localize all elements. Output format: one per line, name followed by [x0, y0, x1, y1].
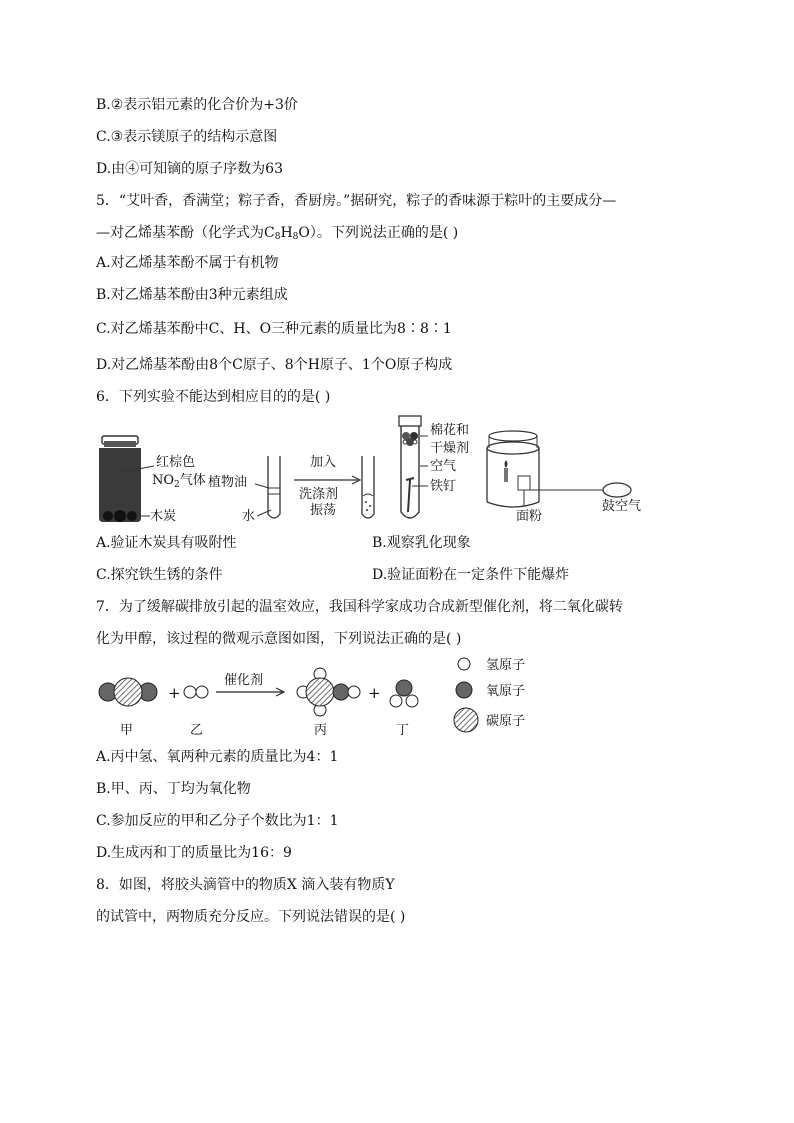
blow-air-label: 鼓空气 [602, 499, 642, 514]
q5-stem-text: O）。下列说法正确的是( ) [298, 225, 459, 241]
q7-stem-line1: 7．为了缓解碳排放引起的温室效应，我国科学家成功合成新型催化剂，将二氧化碳转 [96, 599, 623, 615]
q5-stem-line1: 5．“艾叶香，香满堂；粽子香，香厨房。”据研究，粽子的香味源于粽叶的主要成分— [96, 193, 617, 209]
q6-option-a: A.验证木炭具有吸附性 [96, 535, 237, 551]
q7-option-d: D.生成丙和丁的质量比为16：9 [96, 845, 292, 861]
formula-element: H [280, 225, 293, 241]
no2-subscript: 2 [174, 480, 180, 490]
legend-hydrogen-icon [458, 658, 470, 670]
q7-reaction-diagram [94, 654, 564, 740]
catalyst-label: 催化剂 [224, 673, 264, 688]
q7-stem-line2: 化为甲醇，该过程的微观示意图如图，下列说法正确的是( ) [96, 631, 462, 647]
legend-hydrogen-label: 氢原子 [486, 658, 526, 673]
label-yi: 乙 [190, 723, 204, 738]
arrow-label-detergent: 洗涤剂 [299, 487, 339, 502]
cotton-desiccant-label1: 棉花和 [430, 423, 470, 438]
air-label: 空气 [430, 459, 457, 474]
q5-option-c: C.对乙烯基苯酚中C、H、O三种元素的质量比为8∶8∶1 [96, 321, 452, 337]
q6-option-c: C.探究铁生锈的条件 [96, 567, 223, 583]
arrow-label-add: 加入 [310, 455, 337, 470]
q5-stem-line2 [96, 224, 458, 242]
gas-label-line1: 红棕色 [156, 455, 196, 470]
no2-formula: NO [152, 473, 175, 488]
legend-oxygen-label: 氧原子 [486, 684, 526, 699]
q5-option-a: A.对乙烯基苯酚不属于有机物 [96, 255, 279, 271]
q6-stem: 6．下列实验不能达到相应目的的是( ) [96, 389, 331, 405]
molecule-water [390, 680, 418, 707]
flour-label: 面粉 [516, 509, 543, 524]
q8-stem-line1: 8．如图，将胶头滴管中的物质X 滴入装有物质Y [96, 877, 395, 893]
water-label: 水 [242, 509, 256, 524]
molecule-hydrogen [184, 686, 208, 698]
q8-stem-line2: 的试管中，两物质充分反应。下列说法错误的是( ) [96, 909, 406, 925]
q6-experiment-figure [92, 414, 672, 526]
q6-option-d: D.验证面粉在一定条件下能爆炸 [372, 567, 570, 583]
q7-option-b: B.甲、丙、丁均为氧化物 [96, 781, 251, 797]
q4-option-d: D.由④可知镝的原子序数为63 [96, 161, 283, 177]
gas-label-line2 [152, 472, 206, 490]
charcoal-label: 木炭 [150, 509, 177, 524]
nitrogen-dioxide-bottle [99, 436, 154, 522]
plus-sign: + [368, 684, 381, 702]
cotton-desiccant-label2: 干燥剂 [430, 441, 470, 456]
flour-explosion-can [487, 431, 631, 507]
molecule-methanol [297, 668, 360, 716]
q5-option-d: D.对乙烯基苯酚由8个C原子、8个H原子、1个O原子构成 [96, 357, 453, 373]
q4-option-b: B.②表示铝元素的化合价为+3价 [96, 97, 298, 113]
formula-subscript: 8 [292, 232, 299, 242]
legend-carbon-icon [454, 708, 478, 732]
q5-stem-text: —对乙烯基苯酚（化学式为C [96, 225, 275, 241]
arrow-label-shake: 振荡 [310, 503, 337, 518]
label-bing: 丙 [314, 723, 328, 738]
plus-sign: + [168, 684, 181, 702]
plant-oil-label: 植物油 [208, 475, 248, 490]
q7-option-c: C.参加反应的甲和乙分子个数比为1：1 [96, 813, 339, 829]
legend-carbon-label: 碳原子 [486, 714, 526, 729]
label-ding: 丁 [396, 723, 410, 738]
q4-option-c: C.③表示镁原子的结构示意图 [96, 129, 278, 145]
iron-nail-label: 铁钉 [430, 479, 457, 494]
q5-option-b: B.对乙烯基苯酚由3种元素组成 [96, 287, 288, 303]
label-jia: 甲 [120, 723, 134, 738]
formula-subscript: 8 [274, 232, 281, 242]
molecule-carbon-dioxide [99, 678, 157, 706]
q7-option-a: A.丙中氢、氧两种元素的质量比为4：1 [96, 749, 339, 765]
q6-option-b: B.观察乳化现象 [372, 535, 471, 551]
legend-oxygen-icon [456, 682, 472, 698]
iron-nail-test-tube [399, 416, 428, 518]
gas-word: 气体 [179, 473, 206, 488]
